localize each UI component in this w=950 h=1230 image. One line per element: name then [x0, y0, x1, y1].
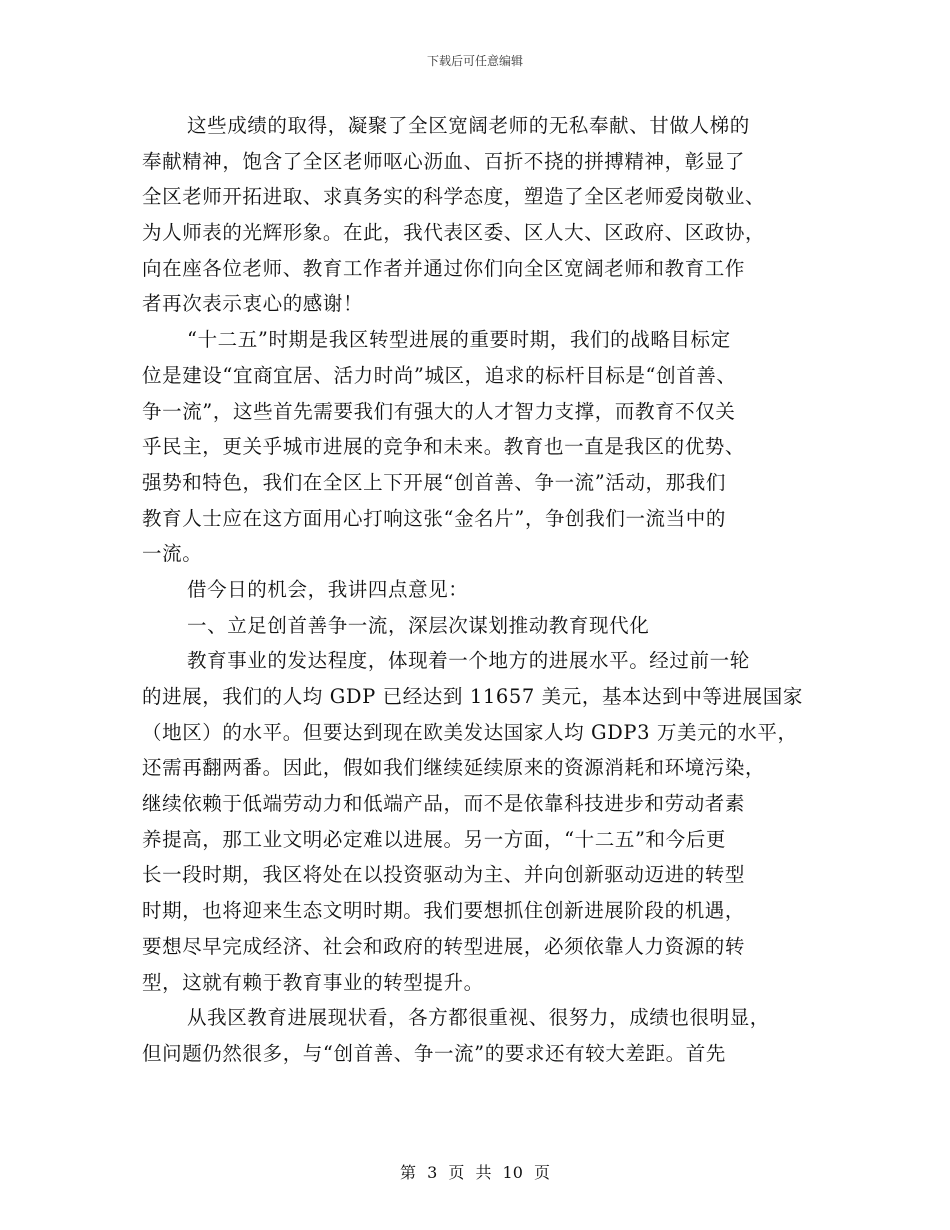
- text-line: 但问题仍然很多，与“创首善、争一流”的要求还有较大差距。首先: [142, 1041, 726, 1065]
- text-line: 还需再翻两番。因此，假如我们继续延续原来的资源消耗和环境污染，: [142, 756, 766, 780]
- text-line: 教育人士应在这方面用心打响这张“金名片”，争创我们一流当中的: [142, 506, 726, 530]
- text-line: 教育事业的发达程度，体现着一个地方的进展水平。经过前一轮: [187, 649, 750, 673]
- page-header: 下载后可任意编辑: [426, 54, 523, 68]
- text-line: 为人师表的光辉形象。在此，我代表区委、区人大、区政府、区政协，: [142, 221, 766, 245]
- text-line: “十二五”时期是我区转型进展的重要时期，我们的战略目标定: [187, 328, 731, 352]
- text-line: 的进展，我们的人均 GDP 已经达到 11657 美元，基本达到中等进展国家: [142, 685, 803, 708]
- text-line: 争一流”，这些首先需要我们有强大的人才智力支撑，而教育不仅关: [142, 399, 736, 423]
- page-footer: 第 3 页 共 10 页: [400, 1163, 550, 1182]
- text-line: 乎民主，更关乎城市进展的竞争和未来。教育也一直是我区的优势、: [142, 435, 746, 459]
- text-line: 全区老师开拓进取、求真务实的科学态度，塑造了全区老师爱岗敬业、: [142, 185, 766, 209]
- text-line: 型，这就有赖于教育事业的转型提升。: [142, 970, 484, 994]
- text-line: 继续依赖于低端劳动力和低端产品，而不是依靠科技进步和劳动者素: [142, 792, 746, 816]
- text-line: 一流。: [142, 542, 203, 566]
- text-line: 奉献精神，饱含了全区老师呕心沥血、百折不挠的拼搏精神，彰显了: [142, 149, 746, 173]
- text-line: 强势和特色，我们在全区上下开展“创首善、争一流”活动，那我们: [142, 470, 726, 494]
- text-line: 要想尽早完成经济、社会和政府的转型进展，必须依靠人力资源的转: [142, 934, 746, 958]
- text-line: 养提高，那工业文明必定难以进展。另一方面，“十二五”和今后更: [142, 827, 726, 851]
- text-line: 时期，也将迎来生态文明时期。我们要想抓住创新进展阶段的机遇，: [142, 899, 746, 923]
- text-line: 这些成绩的取得，凝聚了全区宽阔老师的无私奉献、甘做人梯的: [187, 114, 750, 137]
- text-line: 者再次表示衷心的感谢！: [142, 292, 364, 316]
- text-line: （地区）的水平。但要达到现在欧美发达国家人均 GDP3 万美元的水平，: [142, 720, 798, 744]
- text-line: 长一段时期，我区将处在以投资驱动为主、并向创新驱动迈进的转型: [142, 863, 746, 887]
- text-line: 从我区教育进展现状看，各方都很重视、很努力，成绩也很明显，: [187, 1006, 770, 1030]
- text-line: 位是建设“宜商宜居、活力时尚”城区，追求的标杆目标是“创首善、: [142, 363, 737, 387]
- text-line: 一、立足创首善争一流，深层次谋划推动教育现代化: [187, 613, 650, 637]
- text-line: 向在座各位老师、教育工作者并通过你们向全区宽阔老师和教育工作: [142, 256, 746, 280]
- document-body: [142, 108, 812, 1072]
- text-line: 借今日的机会，我讲四点意见：: [187, 577, 469, 601]
